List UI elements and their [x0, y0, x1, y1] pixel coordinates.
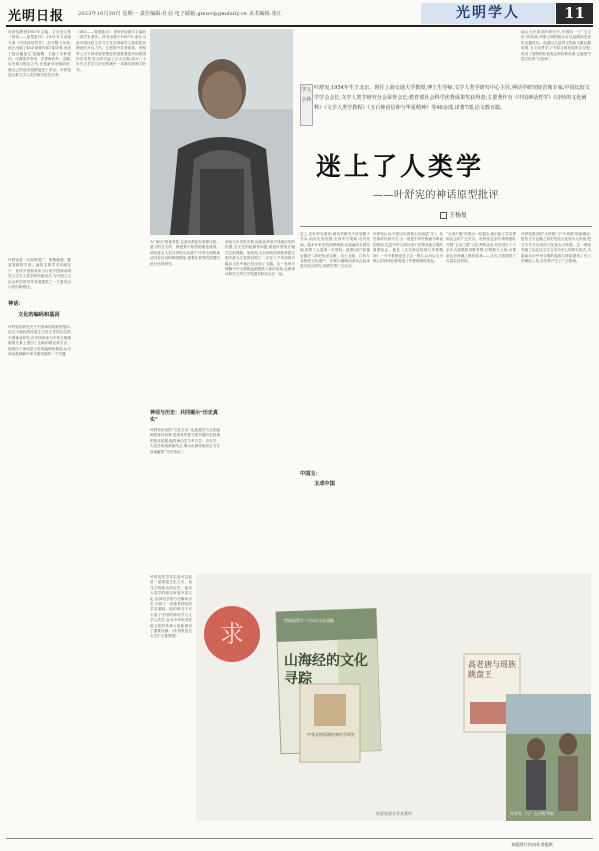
portrait-photo — [150, 29, 293, 235]
page-number: 11 — [556, 3, 593, 24]
article-author — [440, 210, 467, 219]
section-heading-jade: 中国玉： — [300, 471, 321, 477]
section-heading-myth-history: 神话与历史：共同揭示“历史真实” — [150, 410, 218, 423]
masthead-divider — [6, 25, 593, 27]
caption-fieldwork: 叶舒宪（左）在田野考察 — [510, 811, 554, 816]
author-name: 王杨复 — [449, 212, 468, 219]
article-column-1-bottom: 叶舒宪的研究关于中国神话的新型提问,由过于偏执的民族主义所主导的以往的中国神话研究,在中国神话与中华文明探源的关系上提出了全新的路径和方法。他指出了神话是文化的编码和基因,认为神话是理解中华文明传统的一个关键。 — [8, 325, 71, 357]
article-subheadline: ——叶舒宪的神话原型批评 — [373, 190, 499, 201]
book-title-mythology: 中华文明探源的神话学研究 — [307, 732, 355, 737]
book-subtitle-shanhaijing: “想像地理学”与东西文化碰触 — [282, 618, 335, 623]
section-title: 光明学人 — [421, 3, 555, 24]
author-marker-icon — [440, 212, 447, 219]
article-column-9: 叶舒宪提出的“大传统”与“小传统”的新理论,把有文字记载之前的史前文化视为大传统,把文字书写以来的文化视为小传统。这一理论突破了以往以文字文本为中心的研究范式,为重新认识中华文明的起源与特质提供了有力的理论工具,在学界产生了广泛影响。 — [521, 232, 591, 264]
newspaper-logo: 光明日报 — [8, 9, 65, 24]
book-title-shanhaijing: 山海经的文化寻踪 — [284, 653, 368, 687]
photo-credit: 本版图片均由作者提供 — [511, 842, 553, 847]
caption-books: 叶舒宪部分学术著作 — [376, 811, 412, 816]
article-column-6: 叶舒宪认为,中国文化的核心价值是“玉”。从史前时代到今天,玉一直是中华民族最为珍视的物质,也是中华文明区别于世界其他文明的重要标志。他在《玉石神话信仰与华夏精神》一书中系统论述了这一观点,认为以玉为核心的神话信仰构成了华夏精神的底色。 — [373, 232, 443, 264]
article-column-2: 《神话——原型批评》 是叶舒宪最早主编的一部学术著作。该书出版于1987年,被认为是中国比较文学与文艺学领域引入原型批评理论的开山之作。它把国外学者弗莱、荣格等人关于神话原型理论的重要著述介绍给国内学术界,在当时引起了巨大反响,成为八十年代文艺学方法论热潮中一本颇具影响力的书。 — [76, 30, 146, 72]
article-column-7: “玉成中国”的观点一经提出,就引起了学术界和社会的广泛关注。叶舒宪还亲自带领团队开展“玉帛之路”文化考察活动,先后进行了十余次大规模的田野考察,行程数万公里,为重新认识丝绸之路的前身——玉石之路提供了大量实证材料。 — [446, 232, 516, 264]
article-column-8: 他认为在将来的研究中,中国有一个“玉文化”的传统,华夏文明的源头可以追溯到史前的玉器时代。他通过大量的文物和文献证据说明,玉文化贯穿了中国文明发展的全过程,形成了独特的价值观念和信仰体系,这就是中国文化的“大传统”。 — [521, 30, 591, 62]
svg-text:求: 求 — [220, 620, 244, 648]
article-column-10: 叶舒宪的学术生涯可以说是一部探索文化文本、追寻文明源头的历史。他以人类学的眼光审视中国文化,以神话学的方法解读历史,开辟了一条独具特色的学术道路。他的研究不仅丰富了中国的神话学与文学人类学,也为中华优秀传统文化的传承与创新做出了重要贡献。(作者系复旦大学中文系教授) — [150, 575, 192, 639]
article-column-5: 总之,在叶舒宪看来,神话学研究不应局限于书本,而应走向田野,走向考古现场,走向民间。他多年来坚持田野调查,足迹遍布全国各地,收集了大量第一手资料。他提出的“四重证据法”,即把传世文献、出土文献、口传与非物质文化遗产、实物与图像四者结合起来进行综合研究,得到学界广泛认可。 — [300, 232, 370, 269]
scholar-bio-tag: 学人小传 — [300, 84, 313, 126]
section-heading-myth: 神话： — [8, 301, 24, 307]
scholar-bio: 叶舒宪,1954年生于北京。现任上海交通大学教授,博士生导师,文学人类学研究中心主任,神话学研究院首席专家;中国比较文学学会会长,文学人类学研究分会荣誉会长;教育部社会科学优秀成果奖获得者;主要著作有《中国神话哲学》《诗经的文化阐释》《文学人类学教程》《玉石神话信仰与华夏精神》等40余部,译著7部,论文数百篇。 — [314, 85, 590, 111]
headline-divider — [300, 226, 592, 227]
article-column-1-top: 叶舒宪教授1987年主编、主评论文集《神话——原型批评》,1991年又出版专著《中国神话哲学》,至今整十年间,他已出版了40余部著作和7部译著,发表了数百篇论文,是编撰、主编了多种著作。可谓著作等身、享誉海内外。近期,应光明日报社之约,在他新书出版前后,就自己的治学道路接受了采访。叶舒宪是从事文学人类学研究的先行者。 — [8, 30, 71, 78]
masthead-info: 2023年10月30日 星期一 责任编辑:杜羽 电子邮箱:gmwr@gmdaily.cn 美术编辑:张江 — [78, 11, 282, 17]
article-column-3-bottom: 叶舒宪所说的“文化文本”,也就是作为文化编码的神话叙事,是指导华夏文明早期历史叙事的根本依据,他将神话学与考古学、历史学、人类学的成果相结合,揭示出被传统历史书写所遮蔽的“历史真实”。 — [150, 428, 220, 454]
article-column-4: 神话与历史的关系,如何从神话中找到历史的依据,玉文化的起源等问题,都是叶舒宪长期关注的课题。他发现,玉石神话信仰是华夏文明中最为古老的信仰之一,早在八千年前的兴隆洼文化中就已经出现了玉器。这一发现为理解中华文明的起源提供了新的视角,也使神话研究与考古学发掘有机结合在一起。 — [225, 240, 295, 277]
portrait-illustration — [150, 29, 293, 235]
book-title-right: 高老唐与瑶族跳盘王 — [468, 660, 516, 679]
collage-illustration — [196, 574, 591, 821]
books-and-fieldwork-photo — [196, 574, 591, 821]
section-subheading-myth: 文化的编码和基因 — [18, 312, 60, 318]
section-subheading-jade: 玉成中国 — [314, 481, 335, 487]
footer-divider — [6, 838, 593, 839]
article-column-1-mid: 叶舒宪是一位视野宽广、思维敏捷、勤奋笔耕的学者。他的主要学术贡献在于：其所开创和身体力行的中国神话研究与文学人类学研究新范式,为中国人文社会科学的学术发展提供了一个富有启示性的新路径。 — [8, 258, 71, 290]
article-column-3-top: 为“神话”的普适性,毛泽东都是在某种比较、意义的互文的，都是基于原型的理论成果。神话是全人类共享的文化遗产,中华文明的神话具有自身的鲜明特征,需要在世界的范围内进行比较研究。 — [150, 240, 220, 266]
article-headline: 迷上了人类学 — [316, 152, 485, 181]
